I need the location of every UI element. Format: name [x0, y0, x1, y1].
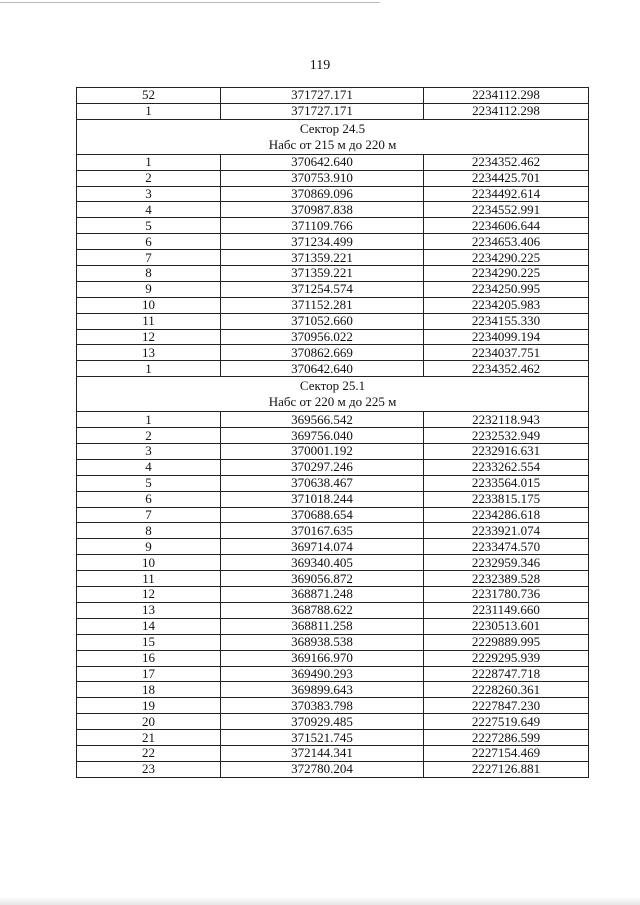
- point-number: 52: [77, 88, 221, 104]
- coordinate-y: 2234286.618: [424, 507, 589, 523]
- table-row: [77, 202, 589, 218]
- point-number: 7: [77, 250, 221, 266]
- point-number: 3: [77, 444, 221, 460]
- coordinate-x: 370987.838: [221, 202, 424, 218]
- coordinate-y: 2234112.298: [424, 103, 589, 119]
- table-row: [77, 361, 589, 377]
- table-row: [77, 491, 589, 507]
- point-number: 4: [77, 459, 221, 475]
- point-number: 22: [77, 745, 221, 761]
- coordinate-x: 370383.798: [221, 698, 424, 714]
- coordinate-x: 368788.622: [221, 602, 424, 618]
- coordinates-table-body: [77, 88, 589, 778]
- coordinate-x: 370642.640: [221, 361, 424, 377]
- table-row: [77, 602, 589, 618]
- table-row: [77, 761, 589, 777]
- coordinate-y: 2234552.991: [424, 202, 589, 218]
- coordinate-y: 2234290.225: [424, 250, 589, 266]
- coordinate-y: 2233262.554: [424, 459, 589, 475]
- point-number: 6: [77, 234, 221, 250]
- point-number: 9: [77, 539, 221, 555]
- table-row: [77, 745, 589, 761]
- point-number: 1: [77, 103, 221, 119]
- coordinate-y: 2234492.614: [424, 186, 589, 202]
- point-number: 20: [77, 714, 221, 730]
- coordinate-y: 2227154.469: [424, 745, 589, 761]
- coordinate-x: 370753.910: [221, 170, 424, 186]
- point-number: 21: [77, 730, 221, 746]
- coordinate-x: 372144.341: [221, 745, 424, 761]
- table-row: [77, 714, 589, 730]
- point-number: 8: [77, 523, 221, 539]
- coordinate-x: 371018.244: [221, 491, 424, 507]
- coordinate-y: 2233474.570: [424, 539, 589, 555]
- coordinate-x: 368871.248: [221, 587, 424, 603]
- table-row: [77, 523, 589, 539]
- coordinate-x: 369756.040: [221, 428, 424, 444]
- point-number: 16: [77, 650, 221, 666]
- point-number: 12: [77, 329, 221, 345]
- coordinate-x: 370869.096: [221, 186, 424, 202]
- coordinate-x: 371521.745: [221, 730, 424, 746]
- point-number: 1: [77, 361, 221, 377]
- point-number: 4: [77, 202, 221, 218]
- point-number: 12: [77, 587, 221, 603]
- coordinate-x: 371727.171: [221, 88, 424, 104]
- coordinate-y: 2234155.330: [424, 313, 589, 329]
- coordinate-x: 370297.246: [221, 459, 424, 475]
- coordinate-y: 2232532.949: [424, 428, 589, 444]
- coordinate-x: 371052.660: [221, 313, 424, 329]
- coordinate-y: 2234425.701: [424, 170, 589, 186]
- point-number: 7: [77, 507, 221, 523]
- table-row: [77, 682, 589, 698]
- point-number: 15: [77, 634, 221, 650]
- coordinate-x: 371359.221: [221, 250, 424, 266]
- table-row: [77, 218, 589, 234]
- coordinate-x: 368938.538: [221, 634, 424, 650]
- point-number: 6: [77, 491, 221, 507]
- table-row: [77, 428, 589, 444]
- coordinate-y: 2234205.983: [424, 297, 589, 313]
- coordinate-y: 2232389.528: [424, 571, 589, 587]
- coordinate-x: 371109.766: [221, 218, 424, 234]
- coordinates-table: [76, 87, 589, 778]
- coordinate-y: 2227519.649: [424, 714, 589, 730]
- point-number: 19: [77, 698, 221, 714]
- table-row: [77, 250, 589, 266]
- coordinate-y: 2233815.175: [424, 491, 589, 507]
- coordinate-x: 371727.171: [221, 103, 424, 119]
- coordinate-y: 2234352.462: [424, 361, 589, 377]
- point-number: 1: [77, 154, 221, 170]
- sector-header: [77, 377, 589, 412]
- coordinate-x: 370167.635: [221, 523, 424, 539]
- coordinate-x: 370956.022: [221, 329, 424, 345]
- coordinate-y: 2232959.346: [424, 555, 589, 571]
- table-row: [77, 507, 589, 523]
- coordinate-y: 2233921.074: [424, 523, 589, 539]
- point-number: 5: [77, 475, 221, 491]
- coordinate-y: 2231780.736: [424, 587, 589, 603]
- coordinate-y: 2233564.015: [424, 475, 589, 491]
- table-row: [77, 329, 589, 345]
- coordinate-y: 2234250.995: [424, 281, 589, 297]
- table-row: [77, 459, 589, 475]
- table-row: [77, 103, 589, 119]
- table-row: [77, 650, 589, 666]
- coordinate-x: 369899.643: [221, 682, 424, 698]
- coordinate-x: 369166.970: [221, 650, 424, 666]
- scan-top-edge: [0, 2, 380, 3]
- point-number: 8: [77, 266, 221, 282]
- coordinate-x: 370862.669: [221, 345, 424, 361]
- coordinate-y: 2227126.881: [424, 761, 589, 777]
- coordinate-x: 370688.654: [221, 507, 424, 523]
- table-row: [77, 666, 589, 682]
- coordinate-y: 2229889.995: [424, 634, 589, 650]
- coordinate-y: 2232118.943: [424, 412, 589, 428]
- table-row: [77, 444, 589, 460]
- point-number: 1: [77, 412, 221, 428]
- point-number: 10: [77, 297, 221, 313]
- table-row: [77, 281, 589, 297]
- coordinate-x: 369714.074: [221, 539, 424, 555]
- sector-header-row: [77, 119, 589, 154]
- coordinate-y: 2234099.194: [424, 329, 589, 345]
- coordinate-y: 2234352.462: [424, 154, 589, 170]
- table-row: [77, 539, 589, 555]
- sector-title: Сектор 25.1: [299, 378, 366, 394]
- point-number: 5: [77, 218, 221, 234]
- coordinate-x: 372780.204: [221, 761, 424, 777]
- table-row: [77, 698, 589, 714]
- point-number: 10: [77, 555, 221, 571]
- coordinate-x: 371359.221: [221, 266, 424, 282]
- coordinate-x: 369056.872: [221, 571, 424, 587]
- point-number: 23: [77, 761, 221, 777]
- coordinate-y: 2234606.644: [424, 218, 589, 234]
- coordinate-y: 2234112.298: [424, 88, 589, 104]
- table-row: [77, 587, 589, 603]
- point-number: 18: [77, 682, 221, 698]
- coordinate-x: 370638.467: [221, 475, 424, 491]
- coordinate-x: 371254.574: [221, 281, 424, 297]
- point-number: 9: [77, 281, 221, 297]
- point-number: 13: [77, 345, 221, 361]
- table-row: [77, 170, 589, 186]
- coordinate-y: 2234653.406: [424, 234, 589, 250]
- page-number: 119: [309, 58, 331, 73]
- coordinate-x: 370642.640: [221, 154, 424, 170]
- sector-header: [77, 119, 589, 154]
- coordinate-y: 2231149.660: [424, 602, 589, 618]
- point-number: 11: [77, 313, 221, 329]
- sector-height-range: Набс от 220 м до 225 м: [268, 394, 397, 410]
- coordinate-y: 2232916.631: [424, 444, 589, 460]
- coordinate-x: 370929.485: [221, 714, 424, 730]
- sector-title: Сектор 24.5: [299, 120, 366, 136]
- table-row: [77, 412, 589, 428]
- point-number: 2: [77, 428, 221, 444]
- coordinate-y: 2230513.601: [424, 618, 589, 634]
- coordinate-y: 2227847.230: [424, 698, 589, 714]
- point-number: 11: [77, 571, 221, 587]
- coordinate-y: 2227286.599: [424, 730, 589, 746]
- point-number: 13: [77, 602, 221, 618]
- coordinate-y: 2234290.225: [424, 266, 589, 282]
- scan-bottom-edge: [0, 897, 640, 905]
- table-row: [77, 88, 589, 104]
- coordinate-x: 368811.258: [221, 618, 424, 634]
- coordinate-y: 2234037.751: [424, 345, 589, 361]
- sector-header-row: [77, 377, 589, 412]
- coordinate-x: 371234.499: [221, 234, 424, 250]
- point-number: 17: [77, 666, 221, 682]
- coordinate-x: 371152.281: [221, 297, 424, 313]
- coordinate-y: 2229295.939: [424, 650, 589, 666]
- table-row: [77, 475, 589, 491]
- table-row: [77, 234, 589, 250]
- sector-height-range: Набс от 215 м до 220 м: [268, 136, 397, 152]
- coordinate-x: 370001.192: [221, 444, 424, 460]
- coordinate-y: 2228260.361: [424, 682, 589, 698]
- table-row: [77, 345, 589, 361]
- point-number: 14: [77, 618, 221, 634]
- table-row: [77, 297, 589, 313]
- table-row: [77, 730, 589, 746]
- table-row: [77, 571, 589, 587]
- table-row: [77, 186, 589, 202]
- coordinate-x: 369340.405: [221, 555, 424, 571]
- coordinate-x: 369490.293: [221, 666, 424, 682]
- table-row: [77, 154, 589, 170]
- coordinate-y: 2228747.718: [424, 666, 589, 682]
- table-row: [77, 555, 589, 571]
- table-row: [77, 266, 589, 282]
- point-number: 2: [77, 170, 221, 186]
- coordinate-x: 369566.542: [221, 412, 424, 428]
- table-row: [77, 634, 589, 650]
- point-number: 3: [77, 186, 221, 202]
- table-row: [77, 618, 589, 634]
- table-row: [77, 313, 589, 329]
